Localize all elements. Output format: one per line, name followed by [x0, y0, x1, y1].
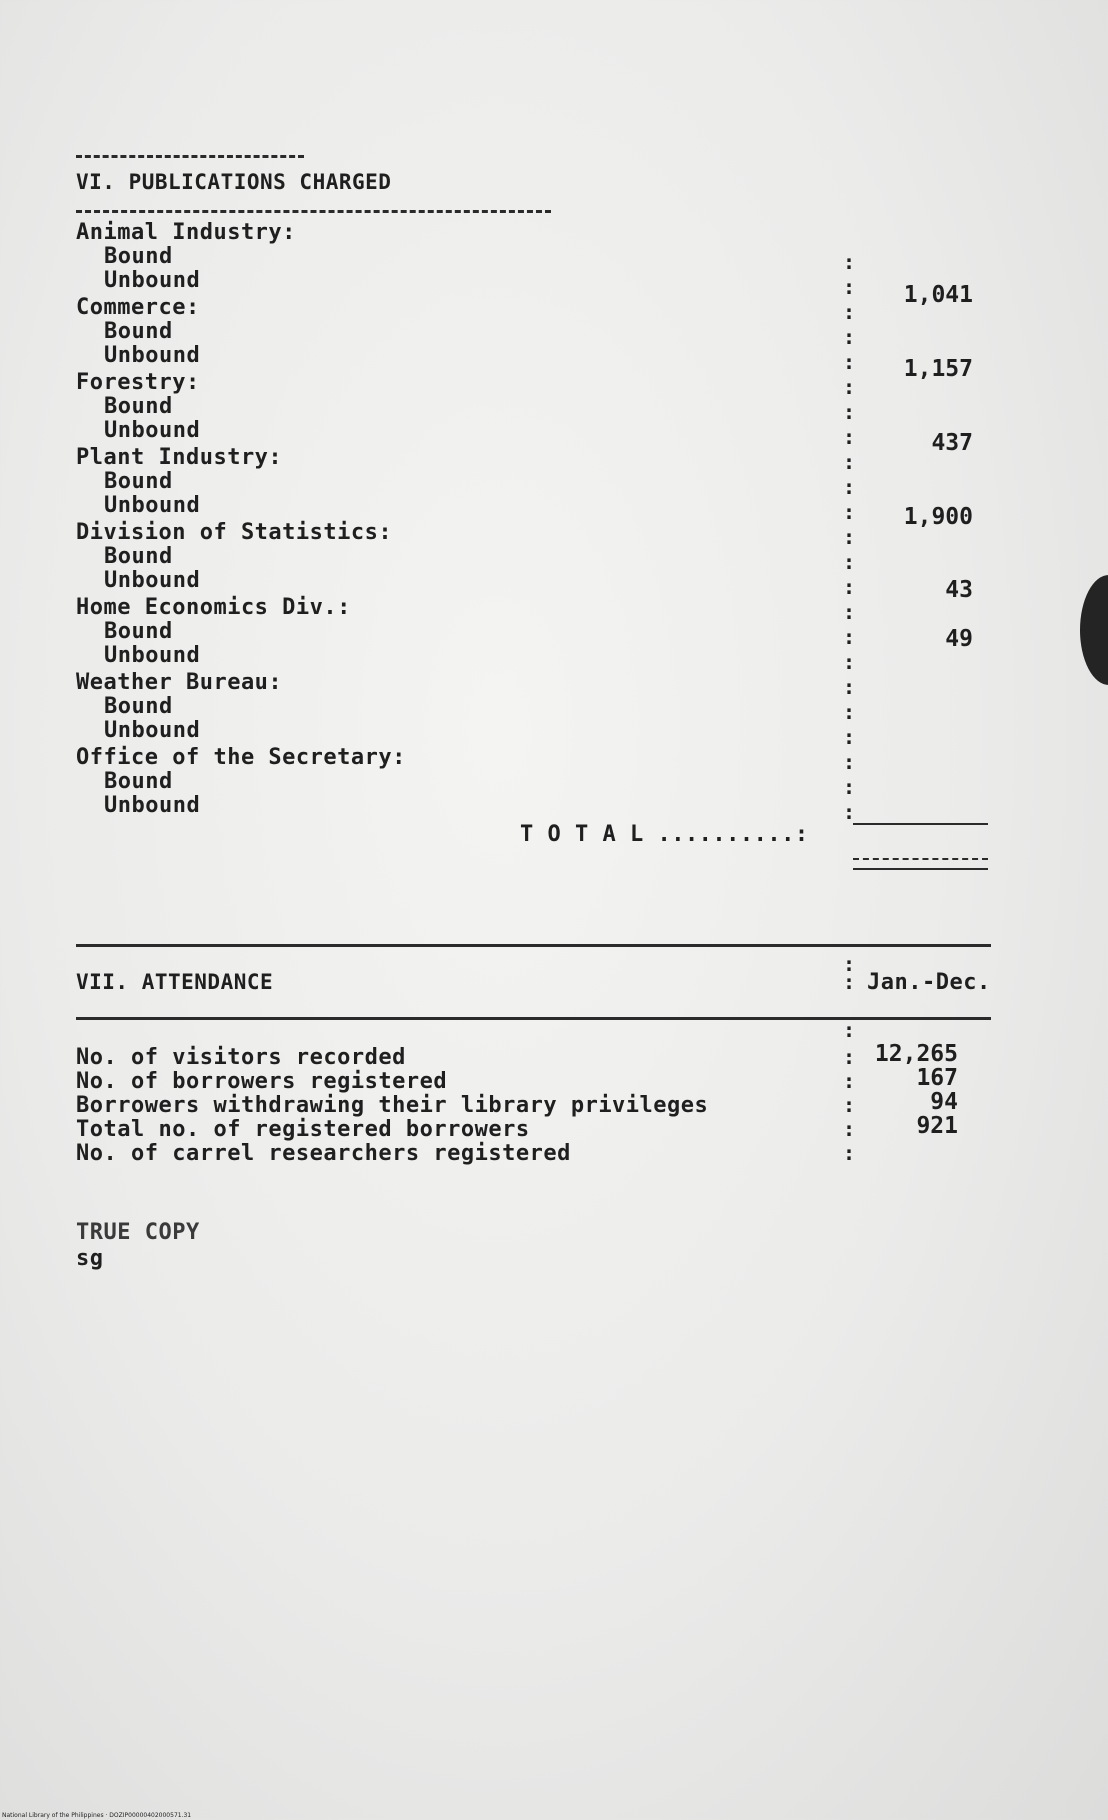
item-bound: Bound [104, 244, 173, 269]
item-heading: Home Economics Div.: [76, 595, 351, 620]
item-value: 1,041 [903, 282, 973, 308]
item-heading: Plant Industry: [76, 445, 283, 470]
item-unbound: Unbound [104, 718, 201, 743]
attendance-row-value: 12,265 [874, 1041, 958, 1067]
colon-mark: : [843, 350, 856, 374]
true-copy-label: TRUE COPY [76, 1220, 200, 1245]
item-bound: Bound [104, 769, 173, 794]
attendance-row-label: No. of visitors recorded [76, 1045, 406, 1070]
colon-mark: : [843, 1141, 856, 1165]
section-vii-title: VII. ATTENDANCE [76, 970, 274, 994]
colon-mark: : [843, 725, 856, 749]
colon-mark: : [843, 325, 856, 349]
colon-mark: : [843, 375, 856, 399]
colon-mark: : [843, 1069, 856, 1093]
item-heading: Weather Bureau: [76, 670, 283, 695]
colon-mark: : [843, 275, 856, 299]
item-unbound: Unbound [104, 418, 201, 443]
total-label: T O T A L ..........: [520, 822, 809, 847]
item-value: 1,900 [903, 504, 973, 530]
colon-mark: : [843, 500, 856, 524]
item-bound: Bound [104, 319, 173, 344]
colon-mark: : [843, 1093, 856, 1117]
item-heading: Forestry: [76, 370, 200, 395]
item-heading: Commerce: [76, 295, 200, 320]
colon-mark: : [843, 775, 856, 799]
colon-mark: : [843, 1117, 856, 1141]
colon-mark: : [843, 575, 856, 599]
item-unbound: Unbound [104, 493, 201, 518]
item-unbound: Unbound [104, 268, 201, 293]
attendance-row-label: Borrowers withdrawing their library privileges [76, 1093, 709, 1118]
colon-mark: : [843, 800, 856, 824]
colon-mark: : [843, 600, 856, 624]
section-vi-dashed-rule [76, 210, 551, 213]
item-bound: Bound [104, 469, 173, 494]
item-bound: Bound [104, 394, 173, 419]
item-unbound: Unbound [104, 343, 201, 368]
section-vi-title: VI. PUBLICATIONS CHARGED [76, 170, 392, 194]
colon-mark: : [843, 952, 856, 976]
colon-mark: : [843, 300, 856, 324]
colon-mark: : [843, 250, 856, 274]
page-edge-shadow [1080, 575, 1108, 685]
item-value: 1,157 [903, 356, 973, 382]
section-vii-top-rule [76, 944, 991, 947]
item-value: 43 [945, 577, 973, 603]
colon-mark: : [843, 1018, 856, 1042]
attendance-row-label: Total no. of registered borrowers [76, 1117, 530, 1142]
footer-credit: National Library of the Philippines · DOZIP00000402000571.31 [2, 1812, 192, 1819]
total-rule [853, 823, 988, 825]
colon-mark: : [843, 650, 856, 674]
column-header: Jan.-Dec. [867, 970, 991, 995]
colon-mark: : [843, 700, 856, 724]
item-unbound: Unbound [104, 568, 201, 593]
item-bound: Bound [104, 694, 173, 719]
item-heading: Office of the Secretary: [76, 745, 406, 770]
typist-initials: sg [76, 1246, 104, 1271]
item-heading: Animal Industry: [76, 220, 296, 245]
item-bound: Bound [104, 544, 173, 569]
item-heading: Division of Statistics: [76, 520, 393, 545]
colon-mark: : [843, 475, 856, 499]
item-unbound: Unbound [104, 793, 201, 818]
total-double-rule-bottom [853, 868, 988, 870]
attendance-row-value: 167 [916, 1065, 958, 1091]
colon-mark: : [843, 675, 856, 699]
colon-mark: : [843, 550, 856, 574]
colon-mark: : [843, 1045, 856, 1069]
attendance-row-value: 94 [930, 1089, 958, 1115]
item-value: 437 [931, 430, 973, 456]
colon-mark: : [843, 970, 856, 994]
attendance-row-label: No. of carrel researchers registered [76, 1141, 571, 1166]
item-bound: Bound [104, 619, 173, 644]
item-value: 49 [945, 626, 973, 652]
item-unbound: Unbound [104, 643, 201, 668]
colon-mark: : [843, 400, 856, 424]
top-dashed-rule [76, 155, 304, 158]
attendance-row-label: No. of borrowers registered [76, 1069, 448, 1094]
attendance-row-value: 921 [916, 1113, 958, 1139]
colon-mark: : [843, 625, 856, 649]
colon-mark: : [843, 750, 856, 774]
colon-mark: : [843, 525, 856, 549]
total-double-rule-top [853, 858, 988, 860]
colon-mark: : [843, 450, 856, 474]
colon-mark: : [843, 425, 856, 449]
